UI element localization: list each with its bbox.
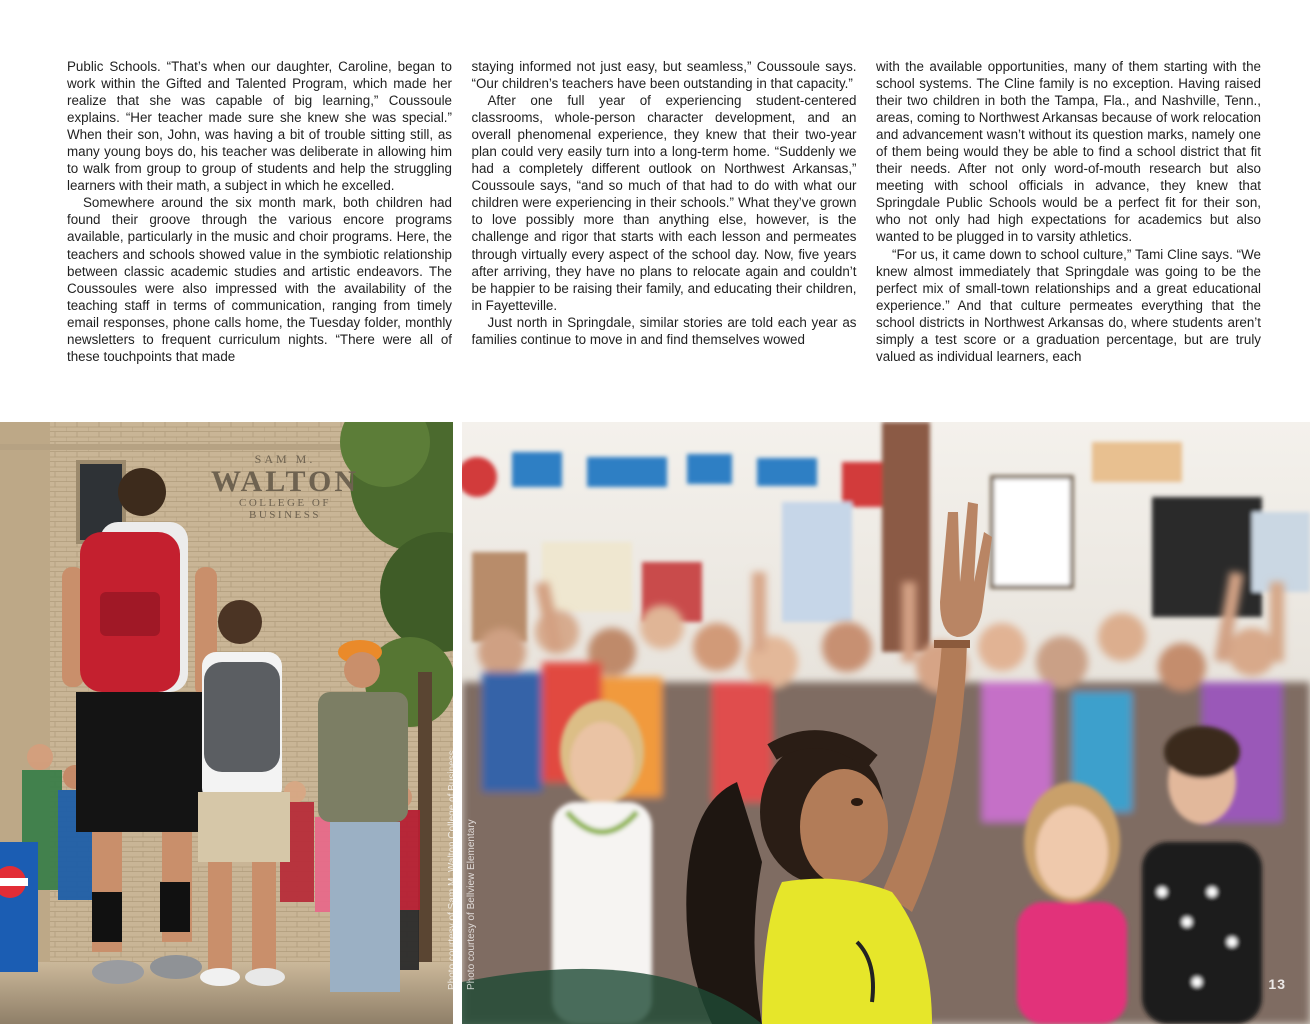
building-sign-line: SAM M.	[254, 452, 316, 466]
building-sign	[205, 452, 365, 521]
article-columns	[67, 58, 1261, 388]
campus-photo	[0, 422, 453, 1024]
article-paragraph: Somewhere around the six month mark, both children had found their groove through the various encore programs available, particularly in the music and choir programs. Here, the teachers and schools showed value in the symbiotic relationship between classic academic studies and artistic endeavors. The Coussoules were also impressed with the availability of the teaching staff in terms of communication, ranging from timely email responses, phone calls home, the Tuesday folder, monthly newsletters to frequent curriculum nights. “There were all of these touchpoints that made	[67, 195, 452, 364]
photo-credit-left: Photo courtesy of Sam M. Walton College of Business	[447, 750, 458, 990]
building-sign-line: WALTON	[210, 465, 360, 498]
article-paragraph: with the available opportunities, many of them starting with the school systems. The Cline family is no exception. Having raised their two children in both the Tampa, Fla., and Nashville, Tenn., areas, coming to Northwest Arkansas because of work relocation and advancement wasn’t without its question marks, namely one of them being would they be able to find a school district that fit their needs. After not only word-of-mouth research but also meeting with school officials in advance, they knew that Springdale Public Schools would be a perfect fit for their son, who not only had high expectations for academics but also wanted to be plugged in to varsity athletics.	[876, 59, 1261, 245]
article-paragraph: After one full year of experiencing student-centered classrooms, whole-person character development, and an overall phenomenal experience, they knew that their two-year plan could very easily turn into a long-term home. “Suddenly we had a completely different outlook on Northwest Arkansas,” Coussoule says, “and so much of that had to do with what our children were experiencing in their schools.” What they’ve grown to love possibly more than anything else, however, is the challenge and rigor that starts with each lesson and permeates through virtually every aspect of the school day. Now, five years after arriving, they have no plans to relocate again and couldn’t be happier to be raising their family, and educating their children, in Fayetteville.	[471, 93, 857, 313]
article-paragraph: staying informed not just easy, but seamless,” Coussoule says. “Our children’s teachers have been outstanding in that capacity.”	[471, 59, 857, 92]
article-paragraph: Just north in Springdale, similar stories are told each year as families continue to move in and find themselves wowed	[471, 314, 857, 347]
photo-credit-right: Photo courtesy of Bellview Elementary	[466, 819, 477, 990]
article-column-1	[67, 58, 452, 388]
article-paragraph: Public Schools. “That’s when our daughter, Caroline, began to work within the Gifted and Talented Program, which made her realize that she was capable of big learning,” Coussoule explains. “Her teacher made sure she knew she was special.” When their son, John, was having a bit of trouble sitting still, as many young boys do, his teacher was deliberate in allowing him to walk from group to group of students and help the struggling learners with their math, a subject in which he excelled.	[67, 59, 452, 194]
page-number: 13	[1268, 976, 1286, 992]
classroom-photo	[462, 422, 1310, 1024]
article-column-2	[472, 58, 857, 388]
classroom-photo-illustration	[462, 422, 1310, 1024]
building-sign-line: COLLEGE OF BUSINESS	[239, 497, 331, 521]
article-paragraph: “For us, it came down to school culture,” Tami Cline says. “We knew almost immediately that Springdale was going to be the perfect mix of small-town relationships and a great educational experience.” And that culture permeates everything that the school districts in Northwest Arkansas do, where students aren’t simply a test score or a graduation percentage, but are truly valued as individual learners, each	[876, 246, 1261, 364]
article-column-3	[876, 58, 1261, 388]
